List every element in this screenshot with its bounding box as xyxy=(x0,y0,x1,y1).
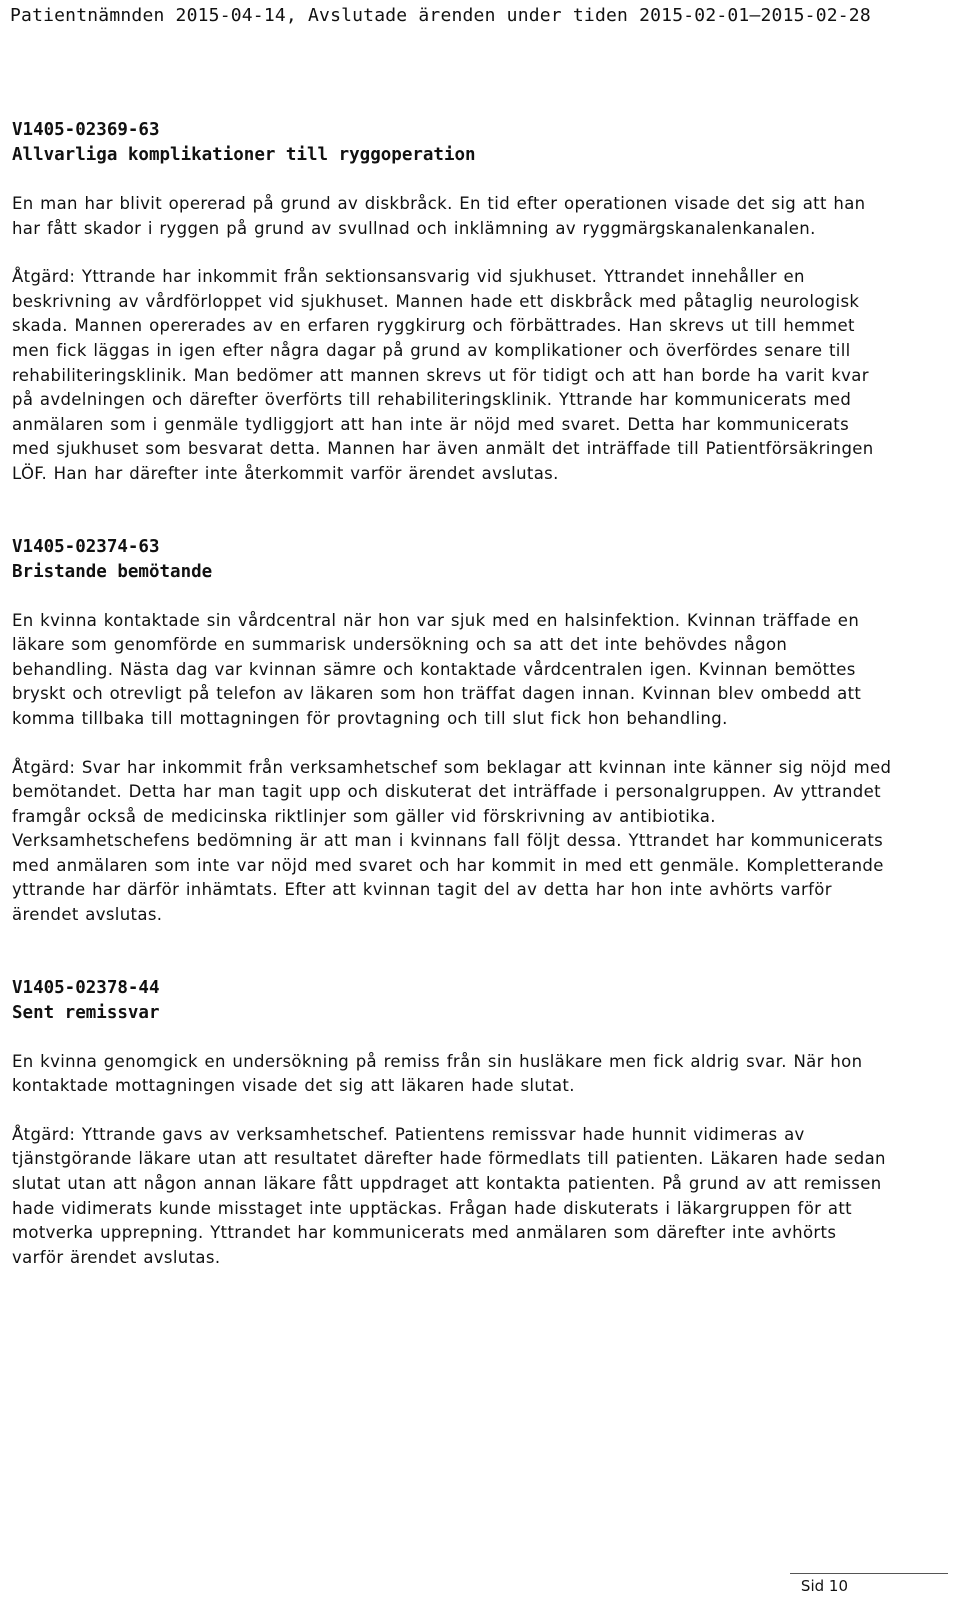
page-number: Sid 10 xyxy=(800,1577,848,1595)
case-title: Bristande bemötande xyxy=(12,561,213,582)
case-action: Åtgärd: Yttrande har inkommit från sektionsansvarig vid sjukhuset. Yttrandet innehåller en beskrivning av vårdförloppet vid sjukhuset. Mannen hade ett diskbråck med påtaglig neurologisk skada. Mannen opererades av en erfaren ryggkirurg och förbättrades. Han skrevs ut till hemmet men fick läggas in igen efter några dagar på grund av komplikationer och överfördes senare till rehabiliteringsklinik. Man bedömer att mannen skrevs ut för tidigt och att han borde ha varit kvar på avdelningen och därefter överförts till rehabiliteringsklinik. Yttrande har kommunicerats med anmälaren som i genmäle tydliggjort att han inte är nöjd med svaret. Detta har kommunicerats med sjukhuset som besvarat detta. Mannen har även anmält det inträffade till Patientförsäkringen LÖF. Han har därefter inte återkommit varför ärendet avslutas. xyxy=(12,267,874,483)
case-title: Allvarliga komplikationer till ryggoperation xyxy=(12,145,476,165)
document-body xyxy=(12,118,892,1318)
page-header: Patientnämnden 2015-04-14, Avslutade ärenden under tiden 2015-02-01—2015-02-28 xyxy=(10,5,871,26)
case-entry xyxy=(12,535,892,928)
case-id: V1405-02374-63 xyxy=(12,536,160,557)
case-id: V1405-02369-63 xyxy=(12,120,160,140)
case-id: V1405-02378-44 xyxy=(12,977,160,998)
case-title: Sent remissvar xyxy=(12,1002,160,1023)
case-description: En kvinna genomgick en undersökning på remiss från sin husläkare men fick aldrig svar. När hon kontaktade mottagningen visade det sig att läkaren hade slutat. xyxy=(12,1051,863,1096)
case-action: Åtgärd: Yttrande gavs av verksamhetschef. Patientens remissvar hade hunnit vidimeras av tjänstgörande läkare utan att resultatet därefter hade förmedlats till patienten. Läkaren hade sedan slutat utan att någon annan läkare fått uppdraget att kontakta patienten. På grund av att remissen hade vidimerats kunde misstaget inte upptäckas. Frågan hade diskuterats i läkargruppen för att motverka upprepning. Yttrandet har kommunicerats med anmälaren som därefter inte avhörts varför ärendet avslutas. xyxy=(12,1124,886,1267)
case-entry xyxy=(12,118,892,487)
footer-divider xyxy=(790,1573,948,1574)
case-entry xyxy=(12,976,892,1271)
case-description: En kvinna kontaktade sin vårdcentral när hon var sjuk med en halsinfektion. Kvinnan träffade en läkare som genomförde en summarisk undersökning och sa att det inte behövdes någon behandling. Nästa dag var kvinnan sämre och kontaktade vårdcentralen igen. Kvinnan bemöttes bryskt och otrevligt på telefon av läkaren som hon träffat dagen innan. Kvinnan blev ombedd att komma tillbaka till mottagningen för provtagning och till slut fick hon behandling. xyxy=(12,610,862,728)
case-action: Åtgärd: Svar har inkommit från verksamhetschef som beklagar att kvinnan inte känner sig nöjd med bemötandet. Detta har man tagit upp och diskuterat det inträffade i personalgruppen. Av yttrandet framgår också de medicinska riktlinjer som gäller vid förskrivning av antibiotika. Verksamhetschefens bedömning är att man i kvinnans fall följt dessa. Yttrandet har kommunicerats med anmälaren som inte var nöjd med svaret och har kommit in med ett genmäle. Kompletterande yttrande har därför inhämtats. Efter att kvinnan tagit del av detta har hon inte avhörts varför ärendet avslutas. xyxy=(12,757,892,925)
case-description: En man har blivit opererad på grund av diskbråck. En tid efter operationen visade det sig att han har fått skador i ryggen på grund av svullnad och inklämning av ryggmärgskanalenkanalen. xyxy=(12,194,866,238)
